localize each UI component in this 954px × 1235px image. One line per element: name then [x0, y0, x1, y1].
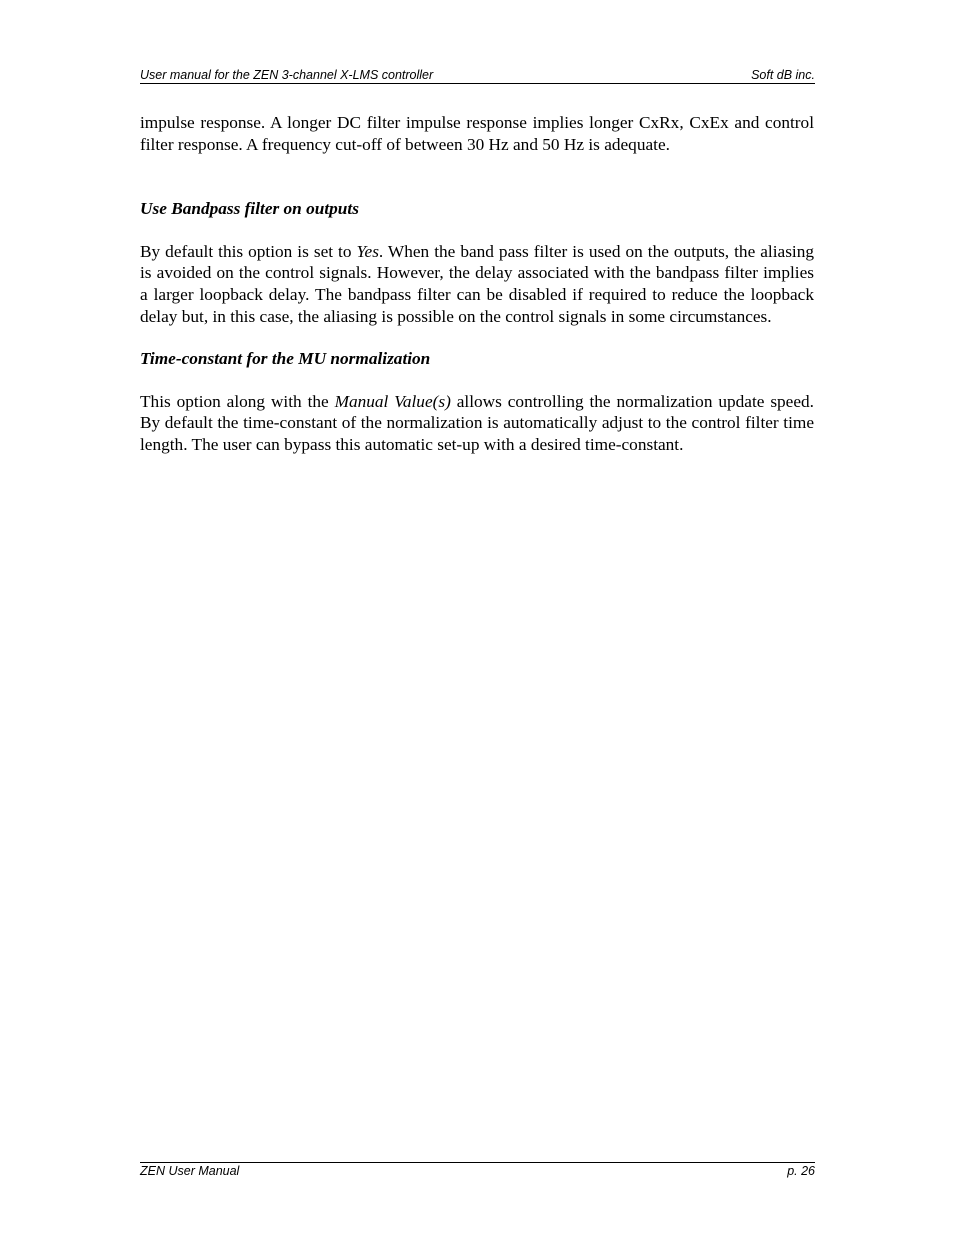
page-content	[140, 112, 814, 456]
page-footer	[140, 1162, 815, 1182]
paragraph-mu-emphasis: Manual Value(s)	[334, 391, 451, 411]
paragraph-bandpass-emphasis: Yes	[356, 241, 379, 261]
paragraph-mu-end: allows controlling the normalization update speed. By default the time-constant of the normalization is automatically adjust to the control filter time length. The user can bypass this automatic set-up with a desired time-constant.	[140, 391, 814, 454]
header-company: Soft dB inc.	[751, 68, 815, 82]
paragraph-bandpass	[140, 241, 814, 327]
paragraph-bandpass-start: By default this option is set to	[140, 241, 357, 261]
footer-manual-name: ZEN User Manual	[140, 1164, 240, 1178]
paragraph-dc-filter: impulse response. A longer DC filter impulse response implies longer CxRx, CxEx and control filter response. A frequency cut-off of between 30 Hz and 50 Hz is adequate.	[140, 113, 814, 154]
page-header	[140, 64, 815, 84]
section-heading-mu-normalization: Time-constant for the MU normalization	[140, 349, 431, 369]
paragraph-mu-normalization	[140, 391, 814, 456]
page-number: p. 26	[787, 1164, 815, 1178]
section-heading-bandpass: Use Bandpass filter on outputs	[140, 199, 359, 219]
paragraph-bandpass-end: . When the band pass filter is used on the outputs, the aliasing is avoided on the control signals. However, the delay associated with the bandpass filter implies a larger loopback delay. The bandpass filter can be disabled if required to reduce the loopback delay but, in this case, the aliasing is possible on the control signals in some circumstances.	[140, 241, 814, 326]
header-title: User manual for the ZEN 3-channel X-LMS controller	[140, 68, 434, 82]
paragraph-mu-start: This option along with the	[140, 391, 335, 411]
